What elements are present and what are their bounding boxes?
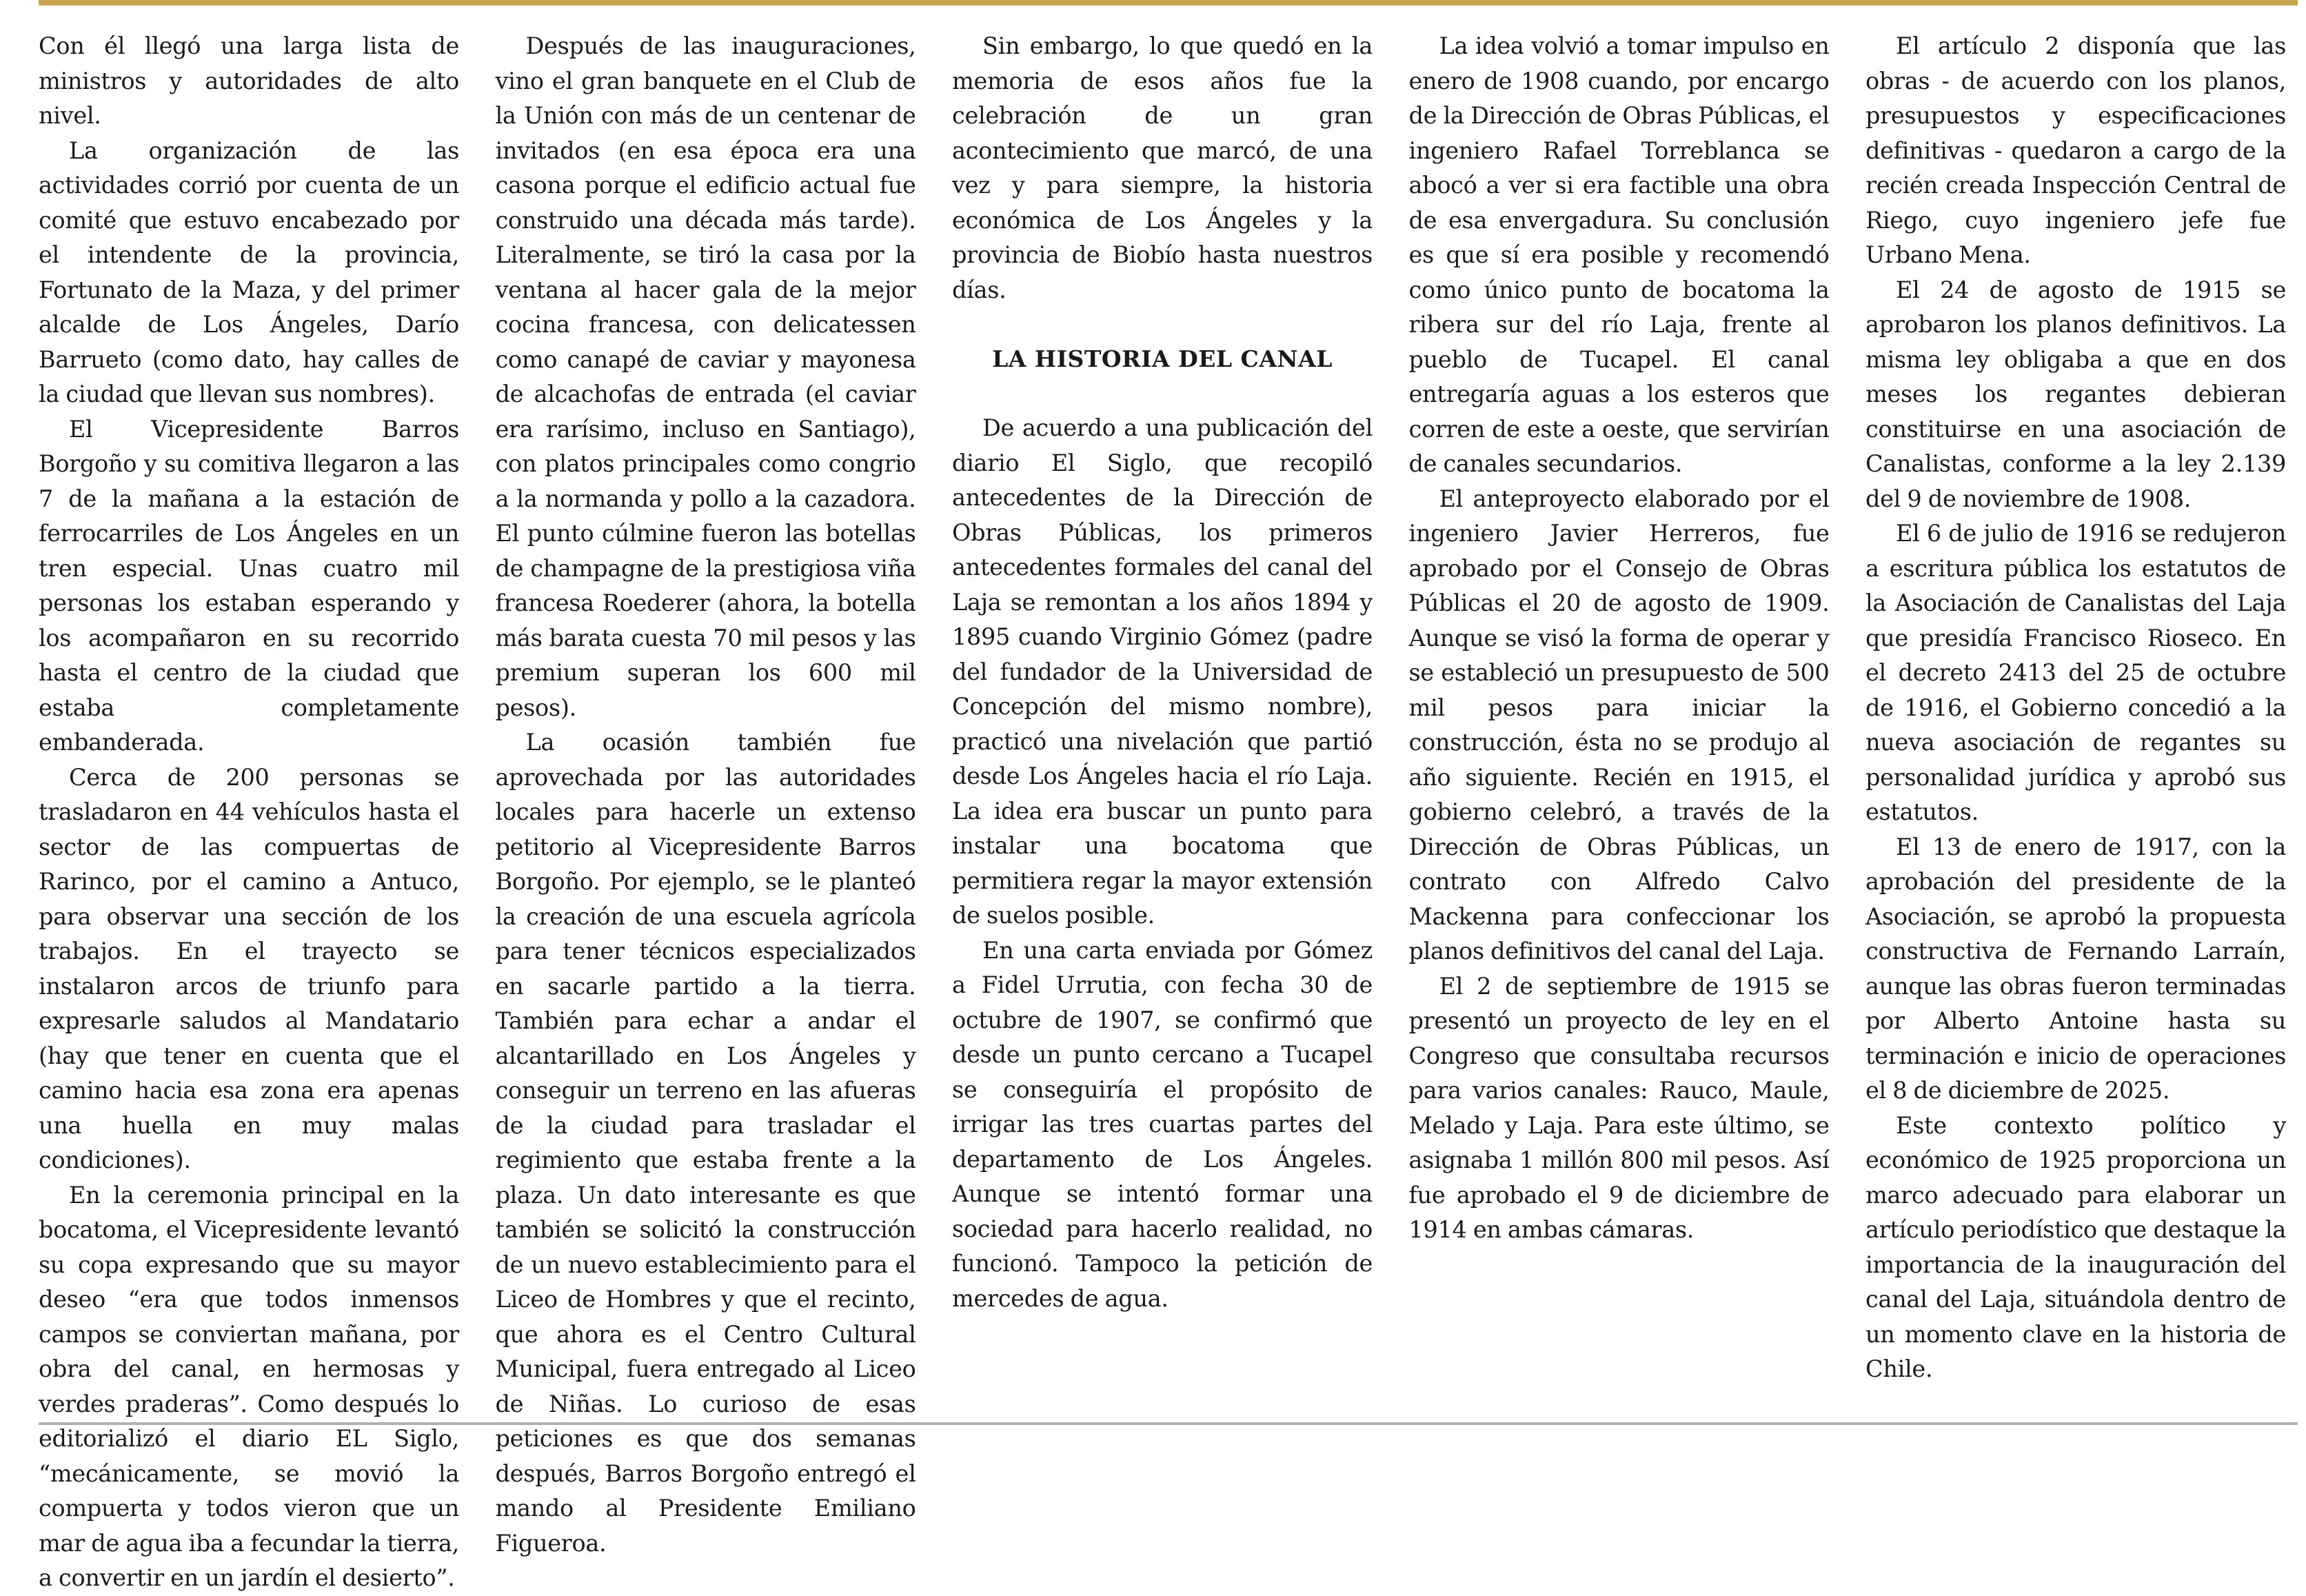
paragraph: Después de las inauguraciones, vino el gran banquete en el Club de la Unión con más de un centenar de invitados (en esa época era una casona porque el edificio actual fue construido una década más tarde). Literalmente, se tiró la casa por la ventana al hacer gala de la mejor cocina francesa, con delicatessen como canapé de caviar y mayonesa de alcachofas de entrada (el caviar era rarísimo, incluso en Santiago), con platos principales como congrio a la normanda y pollo a la cazadora. El punto cúlmine fueron las botellas de champagne de la prestigiosa viña francesa Roederer (ahora, la botella más barata cuesta 70 mil pesos y las premium superan los 600 mil pesos). xyxy=(495,32,916,721)
paragraph: El Vicepresidente Barros Borgoño y su comitiva llegaron a las 7 de la mañana a la estación de ferrocarriles de Los Ángeles en un tren especial. Unas cuatro mil personas los estaban esperando y los acompañaron en su recorrido hasta el centro de la ciudad que estaba completamente embanderada. xyxy=(39,415,459,756)
paragraph: La idea volvió a tomar impulso en enero de 1908 cuando, por encargo de la Dirección de Obras Públicas, el ingeniero Rafael Torreblanca se abocó a ver si era factible una obra de esa envergadura. Su conclusión es que sí era posible y recomendó como único punto de bocatoma la ribera sur del río Laja, frente al pueblo de Tucapel. El canal entregaría aguas a los esteros que corren de este a oeste, que servirían de canales secundarios. xyxy=(1408,32,1830,477)
paragraph: Cerca de 200 personas se trasladaron en 44 vehículos hasta el sector de las compuertas de Rarinco, por el camino a Antuco, para observar una sección de los trabajos. En el trayecto se instalaron arcos de triunfo para expresarle saludos al Mandatario (hay que tener en cuenta que el camino hacia esa zona era apenas una huella en muy malas condiciones). xyxy=(39,763,459,1173)
paragraph: El 6 de julio de 1916 se redujeron a escritura pública los estatutos de la Asociación de Canalistas del Laja que presidía Francisco Rioseco. En el decreto 2413 del 25 de octubre de 1916, el Gobierno concedió a la nueva asociación de regantes su personalidad jurídica y aprobó sus estatutos. xyxy=(1865,520,2286,825)
paragraph: El anteproyecto elaborado por el ingeniero Javier Herreros, fue aprobado por el Consejo de Obras Públicas el 20 de agosto de 1909. Aunque se visó la forma de operar y se estableció un presupuesto de 500 mil pesos para iniciar la construcción, ésta no se produjo al año siguiente. Recién en 1915, el gobierno celebró, a través de la Dirección de Obras Públicas, un contrato con Alfredo Calvo Mackenna para confeccionar los planos definitivos del canal del Laja. xyxy=(1408,485,1830,964)
column-3 xyxy=(952,29,1373,1394)
paragraph: Sin embargo, lo que quedó en la memoria de esos años fue la celebración de un gran acontecimiento que marcó, de una vez y para siempre, la historia económica de Los Ángeles y la provincia de Biobío hasta nuestros días. xyxy=(952,32,1373,303)
paragraph: En la ceremonia principal en la bocatoma, el Vicepresidente levantó su copa expresando que su mayor deseo “era que todos inmensos campos se conviertan mañana, por obra del canal, en hermosas y verdes praderas”. Como después lo editorializó el diario EL Siglo, “mecánicamente, se movió la compuerta y todos vieron que un mar de agua iba a fecundar la tierra, a convertir en un jardín el desierto”. xyxy=(39,1181,459,1591)
section-heading: LA HISTORIA DEL CANAL xyxy=(992,345,1333,372)
column-5 xyxy=(1865,29,2286,1394)
paragraph: El 24 de agosto de 1915 se aprobaron los planos definitivos. La misma ley obligaba a que en dos meses los regantes debieran constituirse en una asociación de Canalistas, conforme a la ley 2.139 del 9 de noviembre de 1908. xyxy=(1865,276,2286,512)
paragraph: Con él llegó una larga lista de ministros y autoridades de alto nivel. xyxy=(39,32,459,129)
paragraph: El 13 de enero de 1917, con la aprobación del presidente de la Asociación, se aprobó la propuesta constructiva de Fernando Larraín, aunque las obras fueron terminadas por Alberto Antoine hasta su terminación e inicio de operaciones el 8 de diciembre de 2025. xyxy=(1865,833,2286,1104)
bottom-rule xyxy=(39,1422,2298,1425)
paragraph: De acuerdo a una publicación del diario El Siglo, que recopiló antecedentes de la Dirección de Obras Públicas, los primeros antecedentes formales del canal del Laja se remontan a los años 1894 y 1895 cuando Virginio Gómez (padre del fundador de la Universidad de Concepción del mismo nombre), practicó una nivelación que partió desde Los Ángeles hacia el río Laja. La idea era buscar un punto para instalar una bocatoma que permitiera regar la mayor extensión de suelos posible. xyxy=(952,414,1373,929)
column-1 xyxy=(39,29,459,1591)
paragraph: El artículo 2 disponía que las obras - de acuerdo con los planos, presupuestos y especificaciones definitivas - quedaron a cargo de la recién creada Inspección Central de Riego, cuyo ingeniero jefe fue Urbano Mena. xyxy=(1865,32,2286,268)
paragraph: El 2 de septiembre de 1915 se presentó un proyecto de ley en el Congreso que consultaba recursos para varios canales: Rauco, Maule, Melado y Laja. Para este último, se asignaba 1 millón 800 mil pesos. Así fue aprobado el 9 de diciembre de 1914 en ambas cámaras. xyxy=(1408,972,1830,1243)
paragraph: La organización de las actividades corrió por cuenta de un comité que estuvo encabezado por el intendente de la provincia, Fortunato de la Maza, y del primer alcalde de Los Ángeles, Darío Barrueto (como dato, hay calles de la ciudad que llevan sus nombres). xyxy=(39,137,459,407)
column-4 xyxy=(1409,29,1830,1394)
paragraph: Este contexto político y económico de 1925 proporciona un marco adecuado para elaborar un artículo periodístico que destaque la importancia de la inauguración del canal del Laja, situándola dentro de un momento clave en la historia de Chile. xyxy=(1865,1111,2286,1382)
paragraph: En una carta enviada por Gómez a Fidel Urrutia, con fecha 30 de octubre de 1907, se confirmó que desde un punto cercano a Tucapel se conseguiría el propósito de irrigar las tres cuartas partes del departamento de Los Ángeles. Aunque se intentó formar una sociedad para hacerlo realidad, no funcionó. Tampoco la petición de mercedes de agua. xyxy=(952,936,1373,1312)
paragraph: La ocasión también fue aprovechada por las autoridades locales para hacerle un extenso petitorio al Vicepresidente Barros Borgoño. Por ejemplo, se le planteó la creación de una escuela agrícola para tener técnicos especializados en sacarle partido a la tierra. También para echar a andar el alcantarillado en Los Ángeles y conseguir un terreno en las afueras de la ciudad para trasladar el regimiento que estaba frente a la plaza. Un dato interesante es que también se solicitó la construcción de un nuevo establecimiento para el Liceo de Hombres y que el recinto, que ahora es el Centro Cultural Municipal, fuera entregado al Liceo de Niñas. Lo curioso de esas peticiones es que dos semanas después, Barros Borgoño entregó el mando al Presidente Emiliano Figueroa. xyxy=(495,729,916,1557)
column-2 xyxy=(495,29,916,1557)
article-columns xyxy=(39,29,2286,1591)
top-accent-rule xyxy=(39,0,2298,6)
